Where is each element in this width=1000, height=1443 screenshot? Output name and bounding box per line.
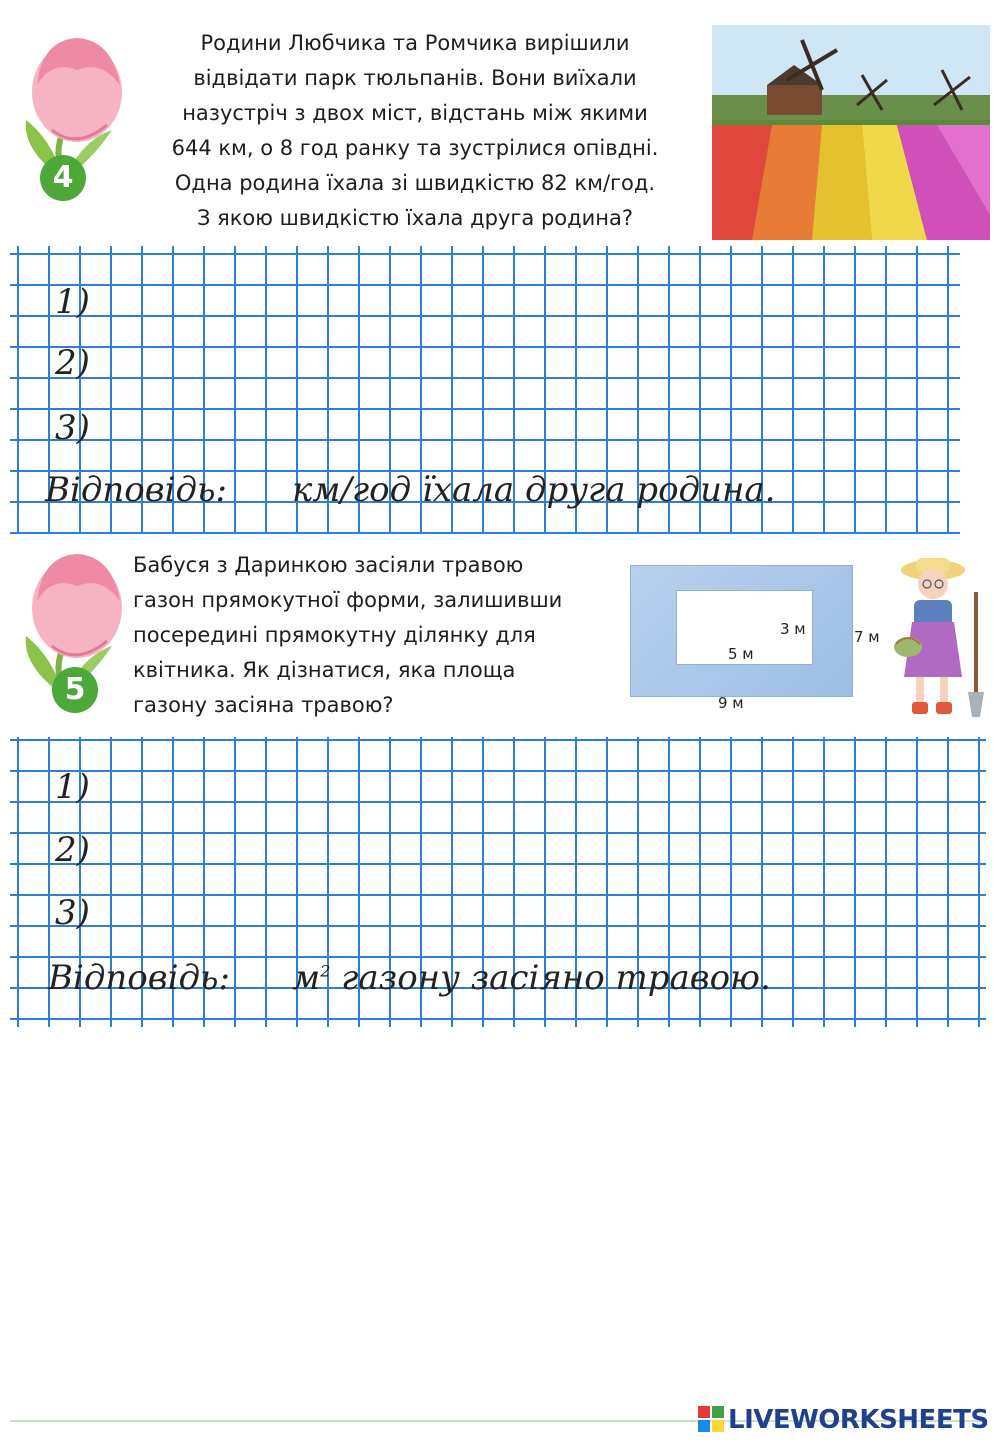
step-1-label-5: 1) [55, 767, 90, 807]
problem-5-text: Бабуся з Даринкою засіяли травою газон прямокутної форми, залишивши посередині прямокутну ділянку для квітника. Як дізнатися, яка площа газону засіяна травою? [133, 553, 563, 717]
answer-unit-exponent-5: 2 [320, 961, 331, 981]
step-3-label-4: 3) [55, 408, 90, 448]
step-2-label-4: 2) [55, 343, 90, 383]
outer-height-label: 7 м [854, 628, 880, 646]
tulip-field-photo [712, 25, 990, 240]
answer-label-4: Відповідь: [45, 470, 227, 510]
answer-label-5: Відповідь: [48, 958, 230, 998]
gardener-girl-icon [888, 552, 993, 722]
liveworksheets-logo-icon [698, 1406, 724, 1434]
gardener-girl-illustration [888, 552, 993, 722]
answer-suffix-text-5: газону засіяно травою. [341, 958, 771, 998]
liveworksheets-logo-text: LIVEWORKSHEETS [728, 1405, 989, 1435]
problem-number-badge-4: 4 [40, 155, 86, 201]
inner-width-label: 5 м [728, 645, 754, 663]
inner-height-label: 3 м [780, 620, 806, 638]
windmill-tulip-field-image [712, 25, 990, 240]
outer-width-label: 9 м [718, 694, 744, 712]
problem-4-text: Родини Любчика та Ромчика вирішили відвідати парк тюльпанів. Вони виїхали назустріч з двох міст, відстань між якими 644 км, о 8 год ранку та зустрілися опівдні. Одна родина їхала зі швидкістю 82 км/год. З якою швидкістю їхала друга родина? [171, 31, 659, 230]
step-3-label-5: 3) [55, 893, 90, 933]
liveworksheets-logo[interactable] [698, 1405, 989, 1435]
answer-unit-5: м [292, 958, 321, 998]
step-1-label-4: 1) [55, 282, 90, 322]
answer-suffix-5 [292, 958, 771, 998]
step-2-label-5: 2) [55, 830, 90, 870]
problem-number-badge-5: 5 [52, 667, 98, 713]
answer-suffix-4: км/год їхала друга родина. [292, 470, 776, 510]
